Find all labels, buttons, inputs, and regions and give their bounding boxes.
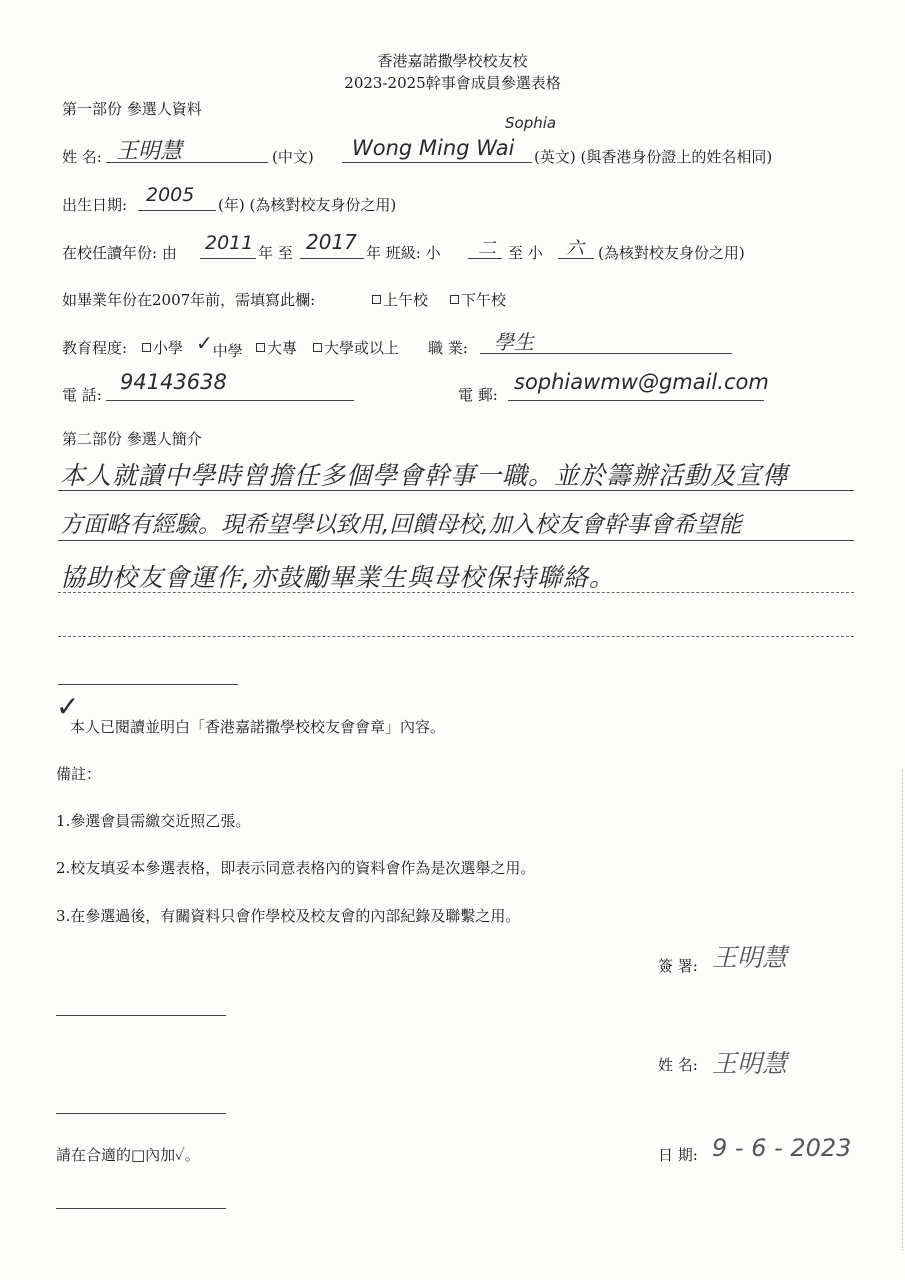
section1-heading: 第一部份 參選人資料 [62,100,202,118]
years-label: 在校任讀年份: 由 [62,244,177,262]
am-school-option[interactable]: 上午校 [372,289,428,310]
blank-line-3 [56,1208,226,1209]
form-title-line2: 2023-2025幹事會成員參選表格 [344,74,561,92]
dob-value[interactable]: 2005 [146,184,195,206]
edu-university-option[interactable]: 大學或以上 [313,337,399,358]
phone-label: 電 話: [62,386,102,404]
edu-secondary-option[interactable]: ✓中學 [196,331,243,360]
sign-name-value[interactable]: 王明慧 [712,1049,788,1078]
intro-underline-2 [58,540,854,541]
job-label: 職 業: [428,339,468,357]
intro-underline-1 [58,490,854,491]
intro-underline-5 [58,684,238,685]
year-from-value[interactable]: 2011 [205,232,254,254]
name-cn-line [106,162,268,163]
sign-label: 簽 署: [658,957,698,975]
blank-line-1 [56,1015,226,1016]
declaration-text: 本人已閱讀並明白「香港嘉諾撒學校校友會會章」內容。 [70,718,446,736]
phone-line [106,400,354,401]
edu-primary-checkbox[interactable] [142,343,151,352]
edu-college-checkbox[interactable] [256,343,265,352]
blank-line-2 [56,1113,226,1114]
form-title-line1: 香港嘉諾撒學校校友校 [377,52,528,70]
name-cn-value[interactable]: 王明慧 [116,139,183,164]
intro-line-3[interactable]: 協助校友會運作,亦鼓勵畢業生與母校保持聯絡。 [60,563,615,592]
job-line [480,353,732,354]
class-to-line [558,258,594,259]
class-mid-label: 至 小 [508,244,543,262]
section2-heading: 第二部份 參選人簡介 [62,430,202,448]
job-value[interactable]: 學生 [494,330,534,354]
class-suffix: (為核對校友身份之用) [598,244,745,262]
edu-label: 教育程度: [62,339,128,357]
year-suffix: 年 班級: 小 [366,244,441,262]
name-label: 姓 名: [62,148,102,166]
note-item-3: 3.在參選過後，有關資料只會作學校及校友會的內部紀錄及聯繫之用。 [56,907,521,925]
english-label: (英文) (與香港身份證上的姓名相同) [534,148,773,166]
year-to-line [300,258,364,259]
year-to-value[interactable]: 2017 [306,230,357,254]
signature-value[interactable]: 王明慧 [712,943,788,972]
email-label: 電 郵: [458,386,498,404]
intro-underline-3 [58,592,854,593]
grad-note: 如畢業年份在2007年前，需填寫此欄: [62,291,316,309]
class-from-line [468,258,502,259]
intro-line-1[interactable]: 本人就讀中學時曾擔任多個學會幹事一職。並於籌辦活動及宣傳 [60,461,789,490]
note-item-1: 1.參選會員需繳交近照乙張。 [56,812,251,830]
chinese-label: (中文) [272,148,314,166]
edu-university-checkbox[interactable] [313,343,322,352]
intro-line-2[interactable]: 方面略有經驗。現希望學以致用,回饋母校,加入校友會幹事會希望能 [60,512,742,538]
edu-primary-option[interactable]: 小學 [142,337,183,358]
date-value[interactable]: 9 - 6 - 2023 [712,1134,852,1162]
date-label: 日 期: [658,1146,698,1164]
dob-suffix: (年) (為核對校友身份之用) [218,196,397,214]
edu-secondary-check-mark: ✓ [196,331,213,355]
dob-line [138,210,216,211]
note-item-2: 2.校友填妥本參選表格，即表示同意表格內的資料會作為是次選舉之用。 [56,859,536,877]
declaration-check-mark[interactable]: ✓ [56,690,80,723]
dob-label: 出生日期: [62,196,128,214]
year-mid-label: 年 至 [258,244,293,262]
class-from-value[interactable]: 二 [478,238,496,259]
name-en-value[interactable]: Wong Ming Wai [352,136,515,160]
phone-value[interactable]: 94143638 [120,370,227,394]
edu-college-option[interactable]: 大專 [256,337,297,358]
class-to-value[interactable]: 六 [566,238,584,259]
sign-name-label: 姓 名: [658,1056,698,1074]
email-line [508,400,764,401]
year-from-line [200,258,256,259]
email-value[interactable]: sophiawmw@gmail.com [514,370,769,394]
checkbox-instruction: 請在合適的□內加✓。 [56,1146,200,1164]
intro-underline-4 [58,636,854,637]
am-school-checkbox[interactable] [372,295,381,304]
pm-school-option[interactable]: 下午校 [450,289,506,310]
name-en-line [342,162,532,163]
pm-school-checkbox[interactable] [450,295,459,304]
name-en-extra: Sophia [505,114,557,132]
notes-heading: 備註： [56,765,102,783]
